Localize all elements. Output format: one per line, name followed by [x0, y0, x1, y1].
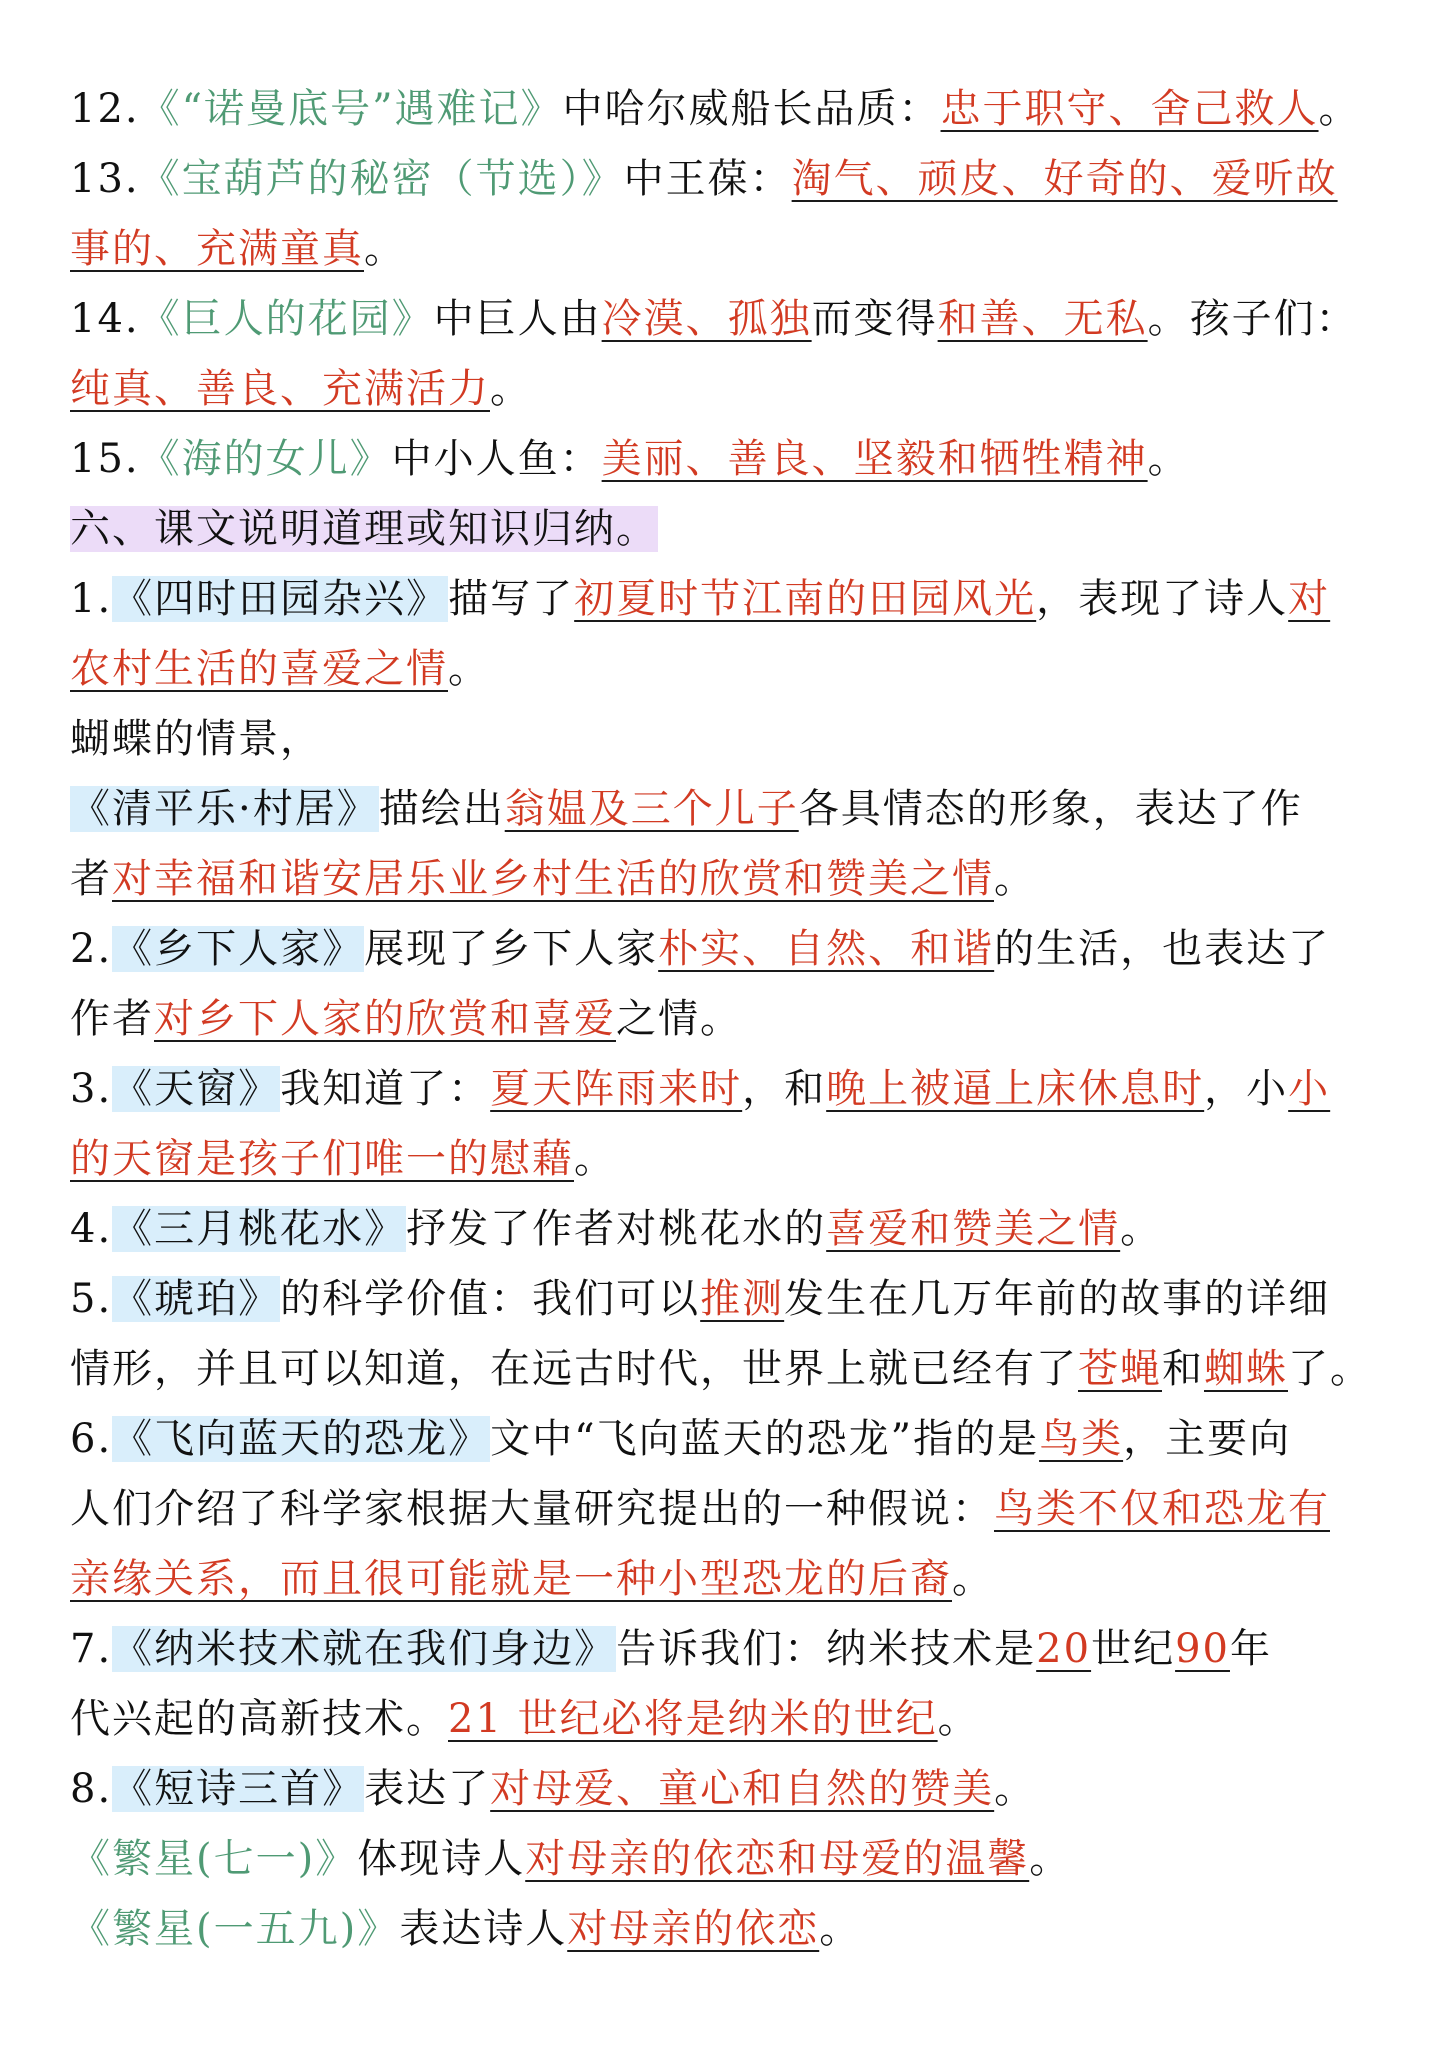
text-line [70, 144, 1390, 214]
article-title: 《巨人的花园》 [139, 296, 434, 342]
text-line [70, 844, 1390, 914]
text-line [70, 1334, 1390, 1404]
plain-text: 。 [994, 856, 1036, 902]
answer-text: 蜘蛛 [1204, 1346, 1288, 1392]
article-title-highlight: 《三月桃花水》 [112, 1206, 407, 1252]
plain-text: 。 [937, 1696, 980, 1742]
answer-text: 苍蝇 [1078, 1346, 1162, 1392]
plain-text: 我知道了： [280, 1066, 491, 1112]
plain-text: 的生活，也表达了 [994, 926, 1331, 972]
answer-text: 农村生活的喜爱之情 [70, 646, 448, 692]
plain-text: 1. [70, 576, 113, 622]
answer-text: 对幸福和谐安居乐业乡村生活的欣赏和赞美之情 [112, 856, 994, 902]
answer-text: 亲缘关系，而且很可能就是一种小型恐龙的后裔 [70, 1556, 952, 1602]
answer-text: 的天窗是孩子们唯一的慰藉 [70, 1136, 574, 1182]
answer-text: 翁媪及三个儿子 [504, 786, 799, 832]
answer-text: 冷漠、孤独 [601, 296, 812, 342]
answer-text: 夏天阵雨来时 [490, 1066, 743, 1112]
plain-text: 2. [70, 926, 113, 972]
text-line [70, 1474, 1390, 1544]
plain-text: 表达了 [364, 1766, 491, 1812]
answer-text: 朴实、自然、和谐 [658, 926, 995, 972]
plain-text: 代兴起的高新技术。 [70, 1696, 448, 1742]
plain-text: 。 [952, 1556, 994, 1602]
plain-text: 13. [70, 156, 140, 202]
text-line [70, 1194, 1390, 1264]
article-title: 《繁星(七一)》 [70, 1836, 358, 1882]
article-title-highlight: 《短诗三首》 [112, 1766, 365, 1812]
plain-text: 的科学价值：我们可以 [280, 1276, 701, 1322]
plain-text: 了。 [1288, 1346, 1372, 1392]
plain-text: 4. [70, 1206, 113, 1252]
article-title-highlight: 《琥珀》 [112, 1276, 281, 1322]
plain-text: 。 [448, 646, 490, 692]
answer-text: 90 [1175, 1626, 1230, 1672]
plain-text: 。 [1147, 436, 1190, 482]
text-line [70, 1614, 1390, 1684]
plain-text: 14. [70, 296, 140, 342]
answer-text: 推测 [700, 1276, 785, 1322]
answer-text: 纯真、善良、充满活力 [70, 366, 490, 412]
article-title-highlight: 《飞向蓝天的恐龙》 [112, 1416, 491, 1462]
plain-text: 7. [70, 1626, 113, 1672]
text-line [70, 774, 1390, 844]
text-line [70, 284, 1390, 354]
answer-text: 事的、充满童真 [70, 226, 364, 272]
article-title-highlight: 《清平乐·村居》 [70, 786, 379, 832]
text-line [70, 1894, 1390, 1964]
article-title-highlight: 《乡下人家》 [112, 926, 365, 972]
document-content [70, 74, 1390, 1964]
plain-text: 中巨人由 [433, 296, 602, 342]
plain-text: 15. [70, 436, 140, 482]
plain-text: 3. [70, 1066, 113, 1112]
plain-text: ，小 [1204, 1066, 1289, 1112]
text-line [70, 1404, 1390, 1474]
plain-text: 展现了乡下人家 [364, 926, 659, 972]
plain-text: 之情。 [616, 996, 742, 1042]
plain-text: ，表现了诗人 [1036, 576, 1289, 622]
plain-text: 作者 [70, 996, 154, 1042]
plain-text: 人们介绍了科学家根据大量研究提出的一种假说： [70, 1486, 994, 1532]
text-line [70, 1824, 1390, 1894]
plain-text: 情形，并且可以知道，在远古时代，世界上就已经有了 [70, 1346, 1078, 1392]
text-line [70, 914, 1390, 984]
plain-text: 6. [70, 1416, 113, 1462]
plain-text: 体现诗人 [357, 1836, 526, 1882]
plain-text: 5. [70, 1276, 113, 1322]
text-line [70, 1264, 1390, 1334]
plain-text: 。 [1318, 86, 1361, 132]
answer-text: 鸟类不仅和恐龙有 [994, 1486, 1330, 1532]
article-title: 《宝葫芦的秘密（节选）》 [139, 156, 624, 202]
article-title-highlight: 《天窗》 [112, 1066, 281, 1112]
plain-text: 描绘出 [378, 786, 505, 832]
answer-text: 对母亲的依恋和母爱的温馨 [525, 1836, 1030, 1882]
plain-text: 蝴蝶的情景， [70, 716, 322, 762]
plain-text: 。 [819, 1906, 862, 1952]
answer-text: 初夏时节江南的田园风光 [574, 576, 1037, 622]
plain-text: 。孩子们： [1147, 296, 1358, 342]
plain-text: ，主要向 [1123, 1416, 1292, 1462]
plain-text: 抒发了作者对桃花水的 [406, 1206, 827, 1252]
answer-text: 喜爱和赞美之情 [826, 1206, 1121, 1252]
answer-text: 对母亲的依恋 [567, 1906, 820, 1952]
plain-text: 8. [70, 1766, 113, 1812]
section-heading: 六、课文说明道理或知识归纳。 [70, 506, 658, 552]
text-line [70, 494, 1390, 564]
text-line [70, 424, 1390, 494]
plain-text: 中小人鱼： [391, 436, 602, 482]
plain-text: 世纪 [1091, 1626, 1176, 1672]
text-line [70, 564, 1390, 634]
text-line [70, 1684, 1390, 1754]
answer-text: 20 [1036, 1626, 1092, 1672]
plain-text: 。 [574, 1136, 616, 1182]
plain-text: 中王葆： [623, 156, 792, 202]
answer-text: 美丽、善良、坚毅和牺牲精神 [601, 436, 1148, 482]
plain-text: 和 [1162, 1346, 1204, 1392]
text-line [70, 1544, 1390, 1614]
plain-text: 。 [994, 1766, 1037, 1812]
answer-text: 小 [1288, 1066, 1331, 1112]
plain-text: 。 [1120, 1206, 1163, 1252]
plain-text: 中哈尔威船长品质： [562, 86, 941, 132]
answer-text: 忠于职守、舍己救人 [940, 86, 1319, 132]
plain-text: 12. [70, 86, 140, 132]
plain-text: 各具情态的形象，表达了作 [798, 786, 1303, 832]
plain-text: 年 [1229, 1626, 1272, 1672]
text-line [70, 1754, 1390, 1824]
plain-text: ，和 [742, 1066, 827, 1112]
plain-text: 而变得 [811, 296, 938, 342]
answer-text: 淘气、顽皮、好奇的、爱听故 [791, 156, 1338, 202]
plain-text: 表达诗人 [399, 1906, 568, 1952]
text-line [70, 214, 1390, 284]
plain-text: 文中“飞向蓝天的恐龙”指的是 [490, 1416, 1040, 1462]
article-title: 《繁星(一五九)》 [70, 1906, 400, 1952]
plain-text: 。 [490, 366, 532, 412]
article-title-highlight: 《纳米技术就在我们身边》 [112, 1626, 617, 1672]
text-line [70, 704, 1390, 774]
answer-text: 和善、无私 [937, 296, 1148, 342]
plain-text: 发生在几万年前的故事的详细 [784, 1276, 1331, 1322]
plain-text: 。 [1029, 1836, 1072, 1882]
text-line [70, 1054, 1390, 1124]
answer-text: 对母爱、童心和自然的赞美 [490, 1766, 995, 1812]
answer-text: 鸟类 [1039, 1416, 1124, 1462]
text-line [70, 984, 1390, 1054]
plain-text: 描写了 [448, 576, 575, 622]
answer-text: 晚上被逼上床休息时 [826, 1066, 1205, 1112]
answer-text: 对乡下人家的欣赏和喜爱 [154, 996, 616, 1042]
article-title-highlight: 《四时田园杂兴》 [112, 576, 449, 622]
answer-text: 对 [1288, 576, 1331, 622]
article-title: 《海的女儿》 [139, 436, 392, 482]
answer-text: 21 世纪必将是纳米的世纪 [448, 1696, 938, 1742]
plain-text: 。 [364, 226, 406, 272]
plain-text: 告诉我们：纳米技术是 [616, 1626, 1037, 1672]
text-line [70, 634, 1390, 704]
text-line [70, 354, 1390, 424]
text-line [70, 74, 1390, 144]
article-title: 《“诺曼底号”遇难记》 [139, 86, 563, 132]
text-line [70, 1124, 1390, 1194]
plain-text: 者 [70, 856, 112, 902]
